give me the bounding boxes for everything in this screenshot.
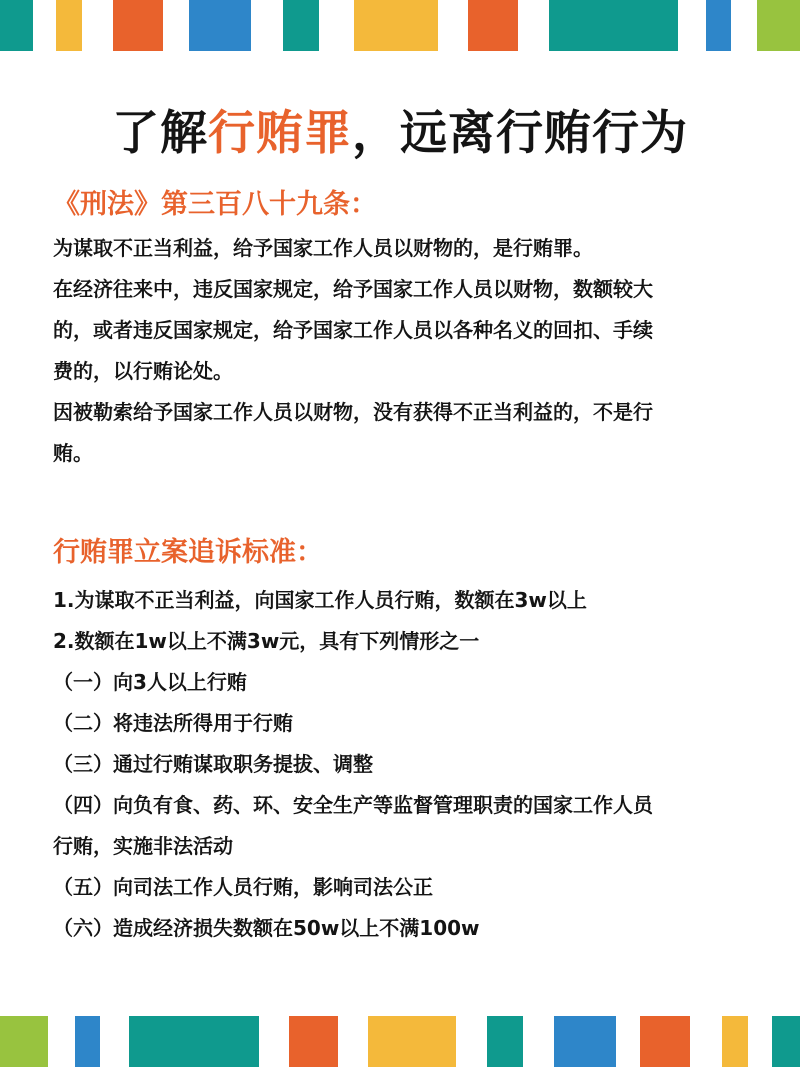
color-bar [0, 0, 33, 51]
color-bar [189, 0, 251, 51]
section2-line: （五）向司法工作人员行贿，影响司法公正 [53, 875, 433, 899]
title-part1: 了解 [112, 106, 208, 161]
section1-line: 在经济往来中，违反国家规定，给予国家工作人员以财物，数额较大 [53, 277, 653, 301]
section1-line: 的，或者违反国家规定，给予国家工作人员以各种名义的回扣、手续 [53, 318, 653, 342]
color-bar [283, 0, 319, 51]
page-title [0, 96, 800, 163]
section2-line: （六）造成经济损失数额在50w以上不满100w [53, 916, 480, 940]
color-bar [468, 0, 518, 51]
section2-line: （二）将违法所得用于行贿 [53, 711, 293, 735]
color-bar [75, 1016, 100, 1067]
color-bar [549, 0, 678, 51]
section2-line: 1.为谋取不正当利益，向国家工作人员行贿，数额在3w以上 [53, 588, 587, 612]
color-bar [706, 0, 731, 51]
section2-line: （三）通过行贿谋取职务提拔、调整 [53, 752, 373, 776]
section2-line: （四）向负有食、药、环、安全生产等监督管理职责的国家工作人员 [53, 793, 653, 817]
color-bar [56, 0, 82, 51]
color-bar [772, 1016, 800, 1067]
title-part2: ，远离行贿行为 [352, 106, 688, 161]
color-bar [487, 1016, 523, 1067]
color-bar [554, 1016, 616, 1067]
section2-line: （一）向3人以上行贿 [53, 670, 247, 694]
section1-line: 因被勒索给予国家工作人员以财物，没有获得不正当利益的，不是行 [53, 400, 653, 424]
section2-line: 行贿，实施非法活动 [53, 834, 233, 858]
color-bar [129, 1016, 259, 1067]
color-bar [354, 0, 438, 51]
section2-body [53, 580, 753, 949]
section2-heading: 行贿罪立案追诉标准： [53, 537, 323, 568]
section2-line: 2.数额在1w以上不满3w元，具有下列情形之一 [53, 629, 480, 653]
color-bar [113, 0, 163, 51]
color-bar [640, 1016, 690, 1067]
color-bar [0, 1016, 48, 1067]
section1-line: 为谋取不正当利益，给予国家工作人员以财物的，是行贿罪。 [53, 236, 593, 260]
section1-body [53, 228, 753, 474]
section1-heading: 《刑法》第三百八十九条： [53, 189, 377, 220]
color-bar [368, 1016, 456, 1067]
section1-line: 贿。 [53, 441, 93, 465]
color-bar [289, 1016, 338, 1067]
color-bar [757, 0, 800, 51]
color-bar [722, 1016, 748, 1067]
title-highlight: 行贿罪 [208, 106, 352, 161]
section1-line: 费的，以行贿论处。 [53, 359, 233, 383]
